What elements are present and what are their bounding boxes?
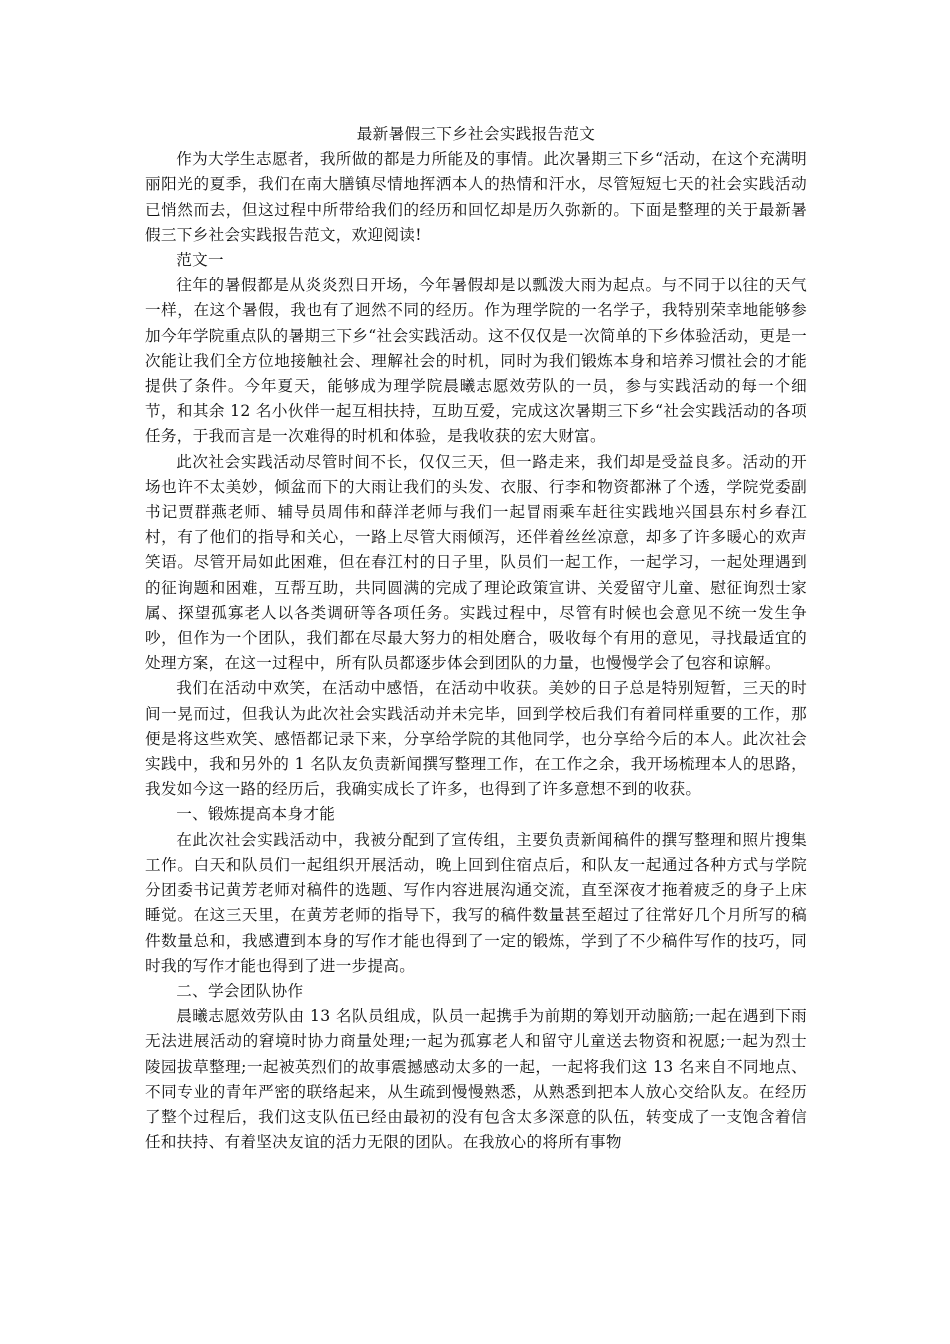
subheading-improve-abilities: 一、锻炼提高本身才能 bbox=[176, 805, 336, 824]
body-paragraph: 此次社会实践活动尽管时间不长，仅仅三天，但一路走来，我们却是受益良多。活动的开场也许不太美妙，倾盆而下的大雨让我们的头发、衣服、行李和物资都淋了个透，学院党委副书记贾群燕老师、辅导员周伟和薛洋老师与我们一起冒雨乘车赶往实践地兴国县东村乡春江村，有了他们的指导和关心，一路上尽管大雨倾泻，还伴着丝丝凉意，却多了许多暖心的欢声笑语。尽管开局如此困难，但在春江村的日子里，队员们一起工作，一起学习，一起处理遇到的征询题和困难，互帮互助，共同圆满的完成了理论政策宣讲、关爱留守儿童、慰征询烈士家属、探望孤寡老人以各类调研等各项任务。实践过程中，尽管有时候也会意见不统一发生争吵，但作为一个团队，我们都在尽最大努力的相处磨合，吸收每个有用的意见，寻找最适宜的处理方案，在这一过程中，所有队员都逐步体会到团队的力量，也慢慢学会了包容和谅解。 bbox=[145, 452, 807, 673]
subheading-teamwork: 二、学会团队协作 bbox=[176, 981, 304, 1000]
section-heading-sample-one: 范文一 bbox=[176, 251, 224, 270]
document-page bbox=[145, 122, 807, 1155]
body-paragraph: 晨曦志愿效劳队由 13 名队员组成，队员一起携手为前期的筹划开动脑筋;一起在遇到下雨无法进展活动的窘境时协力商量处理;一起为孤寡老人和留守儿童送去物资和祝愿;一起为烈士陵园拔草整理;一起被英烈们的故事震撼感动太多的一起，一起将我们这 13 名来自不同地点、不同专业的青年严密的联络起来，从生疏到慢慢熟悉，从熟悉到把本人放心交给队友。在经历了整个过程后，我们这支队伍已经由最初的没有包含太多深意的队伍，转变成了一支饱含着信任和扶持、有着坚决友谊的活力无限的团队。在我放心的将所有事物 bbox=[145, 1007, 807, 1152]
intro-paragraph: 作为大学生志愿者，我所做的都是力所能及的事情。此次暑期三下乡“活动，在这个充满明丽阳光的夏季，我们在南大膳镇尽情地挥洒本人的热情和汗水，尽管短短七天的社会实践活动已悄然而去，但这过程中所带给我们的经历和回忆却是历久弥新的。下面是整理的关于最新暑假三下乡社会实践报告范文，欢迎阅读! bbox=[145, 150, 807, 244]
body-paragraph: 往年的暑假都是从炎炎烈日开场，今年暑假却是以瓢泼大雨为起点。与不同于以往的天气一样，在这个暑假，我也有了迥然不同的经历。作为理学院的一名学子，我特别荣幸地能够参加今年学院重点队的暑期三下乡“社会实践活动。这不仅仅是一次简单的下乡体验活动，更是一次能让我们全方位地接触社会、理解社会的时机，同时为我们锻炼本身和培养习惯社会的才能提供了条件。今年夏天，能够成为理学院晨曦志愿效劳队的一员，参与实践活动的每一个细节，和其余 12 名小伙伴一起互相扶持，互助互爱，完成这次暑期三下乡“社会实践活动的各项任务，于我而言是一次难得的时机和体验，是我收获的宏大财富。 bbox=[145, 276, 807, 446]
body-paragraph: 在此次社会实践活动中，我被分配到了宣传组，主要负责新闻稿件的撰写整理和照片搜集工作。白天和队员们一起组织开展活动，晚上回到住宿点后，和队友一起通过各种方式与学院分团委书记黄芳老师对稿件的选题、写作内容进展沟通交流，直至深夜才拖着疲乏的身子上床睡觉。在这三天里，在黄芳老师的指导下，我写的稿件数量甚至超过了往常好几个月所写的稿件数量总和，我感遭到本身的写作才能也得到了一定的锻炼，学到了不少稿件写作的技巧，同时我的写作才能也得到了进一步提高。 bbox=[145, 830, 807, 975]
body-paragraph: 我们在活动中欢笑，在活动中感悟，在活动中收获。美妙的日子总是特别短暂，三天的时间一晃而过，但我认为此次社会实践活动并未完毕，回到学校后我们有着同样重要的工作，那便是将这些欢笑、感悟都记录下来，分享给学院的其他同学，也分享给今后的本人。此次社会实践中，我和另外的 1 名队友负责新闻撰写整理工作，在工作之余，我开场梳理本人的思路，我发如今这一路的经历后，我确实成长了许多，也得到了许多意想不到的收获。 bbox=[145, 679, 807, 799]
document-title: 最新暑假三下乡社会实践报告范文 bbox=[356, 125, 596, 143]
